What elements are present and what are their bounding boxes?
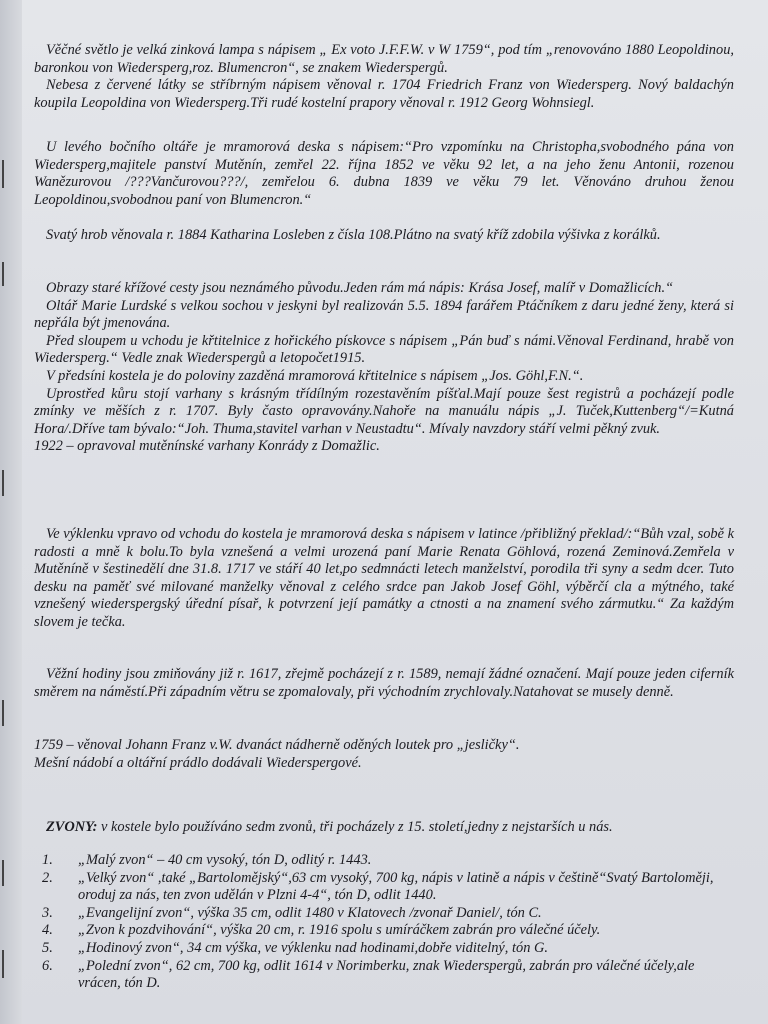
section-stations [34, 280, 734, 456]
section-bells [34, 819, 734, 837]
paragraph-organ-repair: 1922 – opravoval mutěnínské varhany Konrády z Domažlic. [34, 438, 380, 455]
paragraph-stations: Obrazy staré křížové cesty jsou neznámého původu.Jeden rám má nápis: Krása Josef, malíř v Domažlicích.“ [46, 280, 674, 296]
bells-intro-text: v kostele bylo používáno sedm zvonů, tři pocházely z 15. století,jedny z nejstarších u nás. [97, 819, 613, 835]
paragraph-organ: Uprostřed kůru stojí varhany s krásným třídílným rozestavěním píšťal.Mají pouze šest registrů a pocházejí podle zmínky ve měších z r. 1707. Byly často opravovány.Nahoře na manuálu nápis „J. Tuček,Kuttenberg“/=Kutná Hora/.Dříve tam bývalo:“Joh. Thuma,stavitel varhan v Neustadtu“. Mívaly navzdory stáří velmi pěkný zvuk. [34, 385, 734, 437]
section-tower-clock [34, 666, 734, 701]
margin-mark [2, 860, 4, 886]
list-item-text: „Velký zvon“ ,také „Bartolomějský“,63 cm vysoký, 700 kg, nápis v latině a nápis v češtině“Svatý Bartoloměji, oroduj za nás, ten zvon udělán v Plzni 4-4“, tón D, odlit 1440. [78, 869, 714, 904]
list-item [34, 870, 734, 905]
section-eternal-light [34, 42, 734, 112]
list-item [34, 852, 734, 870]
paragraph-holy-grave: Svatý hrob věnovala r. 1884 Katharina Losleben z čísla 108.Plátno na svatý kříž zdobila výšivka z korálků. [46, 227, 661, 243]
list-item [34, 940, 734, 958]
list-item-text: „Zvon k pozdvihování“, výška 20 cm, r. 1916 spolu s umíráčkem zabrán pro válečné účely. [78, 922, 601, 939]
margin-mark [2, 262, 4, 286]
paragraph-eternal-light: Věčné světlo je velká zinková lampa s nápisem „ Ex voto J.F.F.W. v W 1759“, pod tím „renovováno 1880 Leopoldinou, baronkou von Wiedersperg,roz. Blumencron“, se znakem Wiederspergů. [34, 42, 734, 76]
bells-heading: ZVONY: [46, 819, 98, 835]
section-side-altar [34, 139, 734, 209]
paragraph-altar-linen: Mešní nádobí a oltářní prádlo dodávali Wiederspergové. [34, 754, 362, 771]
list-item-number: 4. [42, 922, 53, 939]
list-item [34, 958, 734, 993]
list-item-number: 3. [42, 904, 53, 921]
list-item-number: 1. [42, 852, 53, 868]
list-item-number: 2. [42, 869, 53, 886]
list-item-number: 6. [42, 957, 53, 974]
list-item-number: 5. [42, 939, 53, 956]
section-holy-grave [34, 227, 734, 245]
bells-list [34, 852, 734, 993]
paragraph-tower-clock: Věžní hodiny jsou zmiňovány již r. 1617, zřejmě pocházejí z r. 1589, nemají žádné označení. Mají pouze jeden ciferník směrem na náměstí.Při západním větru se zpomalovaly, při východním zrychlovaly.Natahovat se musely denně. [34, 666, 734, 700]
section-nativity [34, 737, 734, 772]
section-latin-plaque [34, 526, 734, 632]
paragraph-latin-plaque: Ve výklenku vpravo od vchodu do kostela je mramorová deska s nápisem v latince /přibližný překlad/:“Bůh vzal, sobě k radosti a mně k bolu.To byla vznešená a velmi urozená paní Marie Renata Göhlová, rozená Zeminová.Zemřela v Mutěníně v šestinedělí dne 31.8. 1717 ve stáří 40 let,po sedmnácti letech manželství, porodila tři syny a sedm dcer. Tuto desku na paměť své milované manželky věnoval z celého srdce pan Jakob Josef Göhl, výběrčí cla a mýtného, také vznešený wiederspergský úřední písař, k potvrzení její památky a ctnosti a na znamení svého zármutku.“ Za každým slovem je tečka. [34, 526, 734, 630]
bells-intro [34, 819, 734, 837]
paragraph-baptismal-font: Před sloupem u vchodu je křtitelnice z hořického pískovce s nápisem „Pán buď s námi.Věnoval Ferdinand, hrabě von Wiedersperg.“ Vedle znak Wiederspergů a letopočet1915. [34, 332, 734, 367]
margin-mark [2, 160, 4, 188]
margin-mark [2, 950, 4, 978]
list-item-text: „Hodinový zvon“, 34 cm výška, ve výklenku nad hodinami,dobře viditelný, tón G. [78, 939, 548, 956]
list-item-text: „Evangelijní zvon“, výška 35 cm, odlit 1480 v Klatovech /zvonař Daniel/, tón C. [78, 904, 542, 921]
list-item-text: „Malý zvon“ – 40 cm vysoký, tón D, odlitý r. 1443. [78, 852, 372, 868]
list-item [34, 905, 734, 923]
list-item-text: „Polední zvon“, 62 cm, 700 kg, odlit 1614 v Norimberku, znak Wiederspergů, zabrán pro válečné účely,ale vrácen, tón D. [78, 957, 695, 992]
paragraph-canopy: Nebesa z červené látky se stříbrným nápisem věnoval r. 1704 Friedrich Franz von Wiedersperg. Nový baldachýn koupila Leopoldina von Wiedersperg.Tři rudé kostelní prapory věnoval r. 1912 Georg Wohnsiegl. [34, 77, 734, 111]
margin-mark [2, 700, 4, 726]
paragraph-marble-font: V předsíni kostela je do poloviny zazděná mramorová křtitelnice s nápisem „Jos. Göhl,F.N.“. [46, 367, 584, 384]
paragraph-side-altar: U levého bočního oltáře je mramorová deska s nápisem:“Pro vzpomínku na Christopha,svobodného pána von Wiedersperg,majitele panství Mutěnín, zemřel 22. října 1852 ve věku 92 let, a na jeho ženu Antonii, rozenou Wanězurovou /???Vančurovou???/, zemřelou 6. dubna 1839 ve věku 79 let. Věnováno druhou ženou Leopoldinou,svobodnou paní von Blumencron.“ [34, 139, 734, 208]
paragraph-nativity: 1759 – věnoval Johann Franz v.W. dvanáct nádherně oděných loutek pro „jesličky“. [34, 737, 520, 753]
list-item [34, 922, 734, 940]
bells-list-container [34, 852, 734, 993]
margin-mark [2, 470, 4, 496]
paragraph-lourdes-altar: Oltář Marie Lurdské s velkou sochou v jeskyni byl realizován 5.5. 1894 farářem Ptáčníkem z daru jedné ženy, která si nepřála být jmenována. [34, 297, 734, 332]
